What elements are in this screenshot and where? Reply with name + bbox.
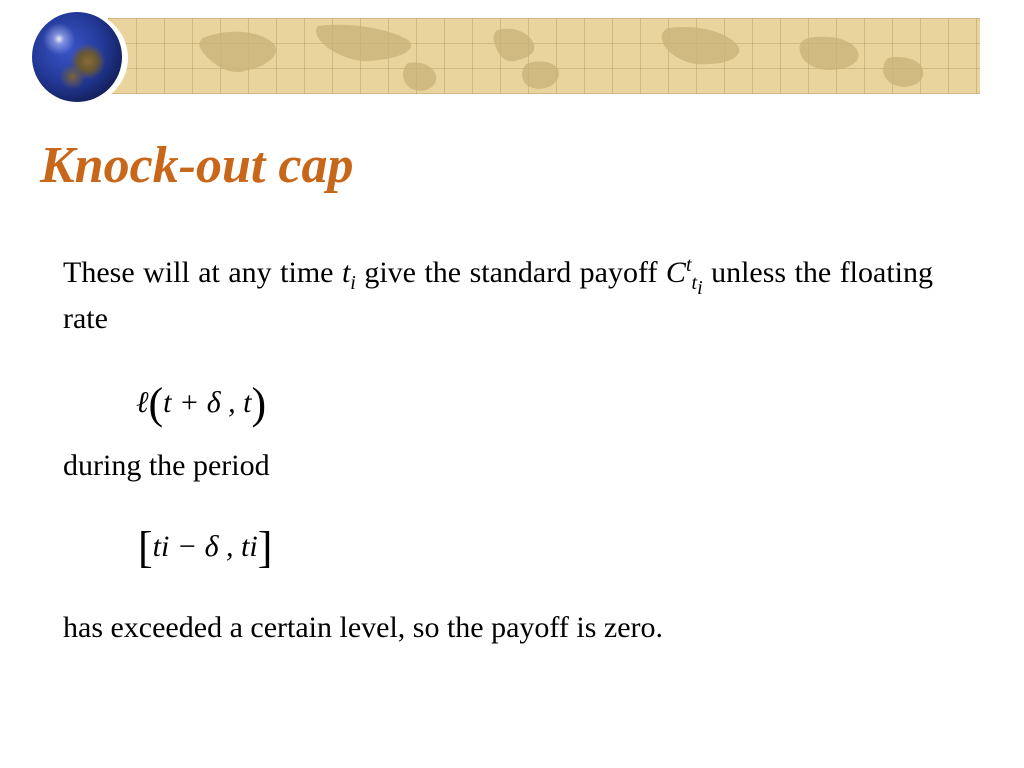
var-t-subscript: i [350,272,356,294]
var-C-subscript [691,272,703,299]
var-C: C [665,256,686,289]
slide-title: Knock-out cap [40,137,354,194]
globe-icon [32,12,122,102]
formula-period [138,522,272,573]
formula2-close-bracket: ] [257,523,273,572]
formula1-open-paren: ( [148,379,164,428]
formula1-ell: ℓ [136,386,149,419]
var-C-subscript-t: t [691,272,698,294]
formula-floating-rate [136,378,266,429]
var-C-superscript: t [685,254,692,276]
formula2-open-bracket: [ [138,523,153,572]
var-t: t [341,256,351,289]
intro-mid: give the standard payoff [355,256,666,289]
world-map-icon [108,18,980,94]
formula1-body: t + δ , t [163,386,252,419]
map-banner [108,18,980,94]
formula2-body: ti − δ , ti [152,530,258,563]
intro-start: These will at any time [63,256,342,289]
intro-end: unless the floating rate [63,256,934,335]
formula1-close-paren: ) [251,379,267,428]
var-C-subscript-i: i [697,277,703,299]
paragraph-during: during the period [63,449,270,482]
paragraph-conclusion: has exceeded a certain level, so the payoff is zero. [63,611,663,644]
paragraph-intro [63,250,933,342]
